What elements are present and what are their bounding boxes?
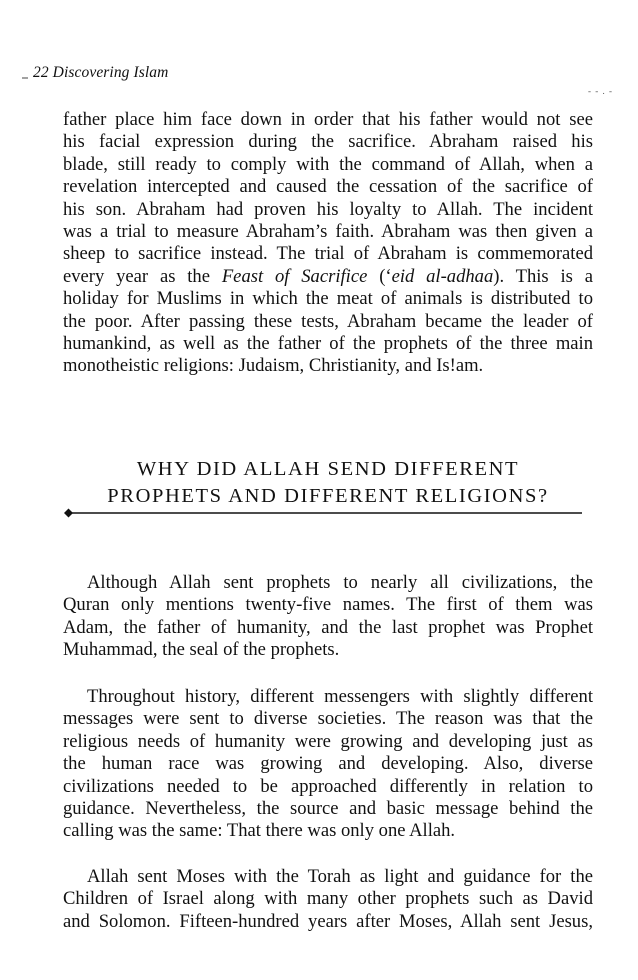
- text-line: was a trial to measure Abraham’s faith. Abraham was then given a: [63, 220, 593, 242]
- header-tick-mark: [22, 66, 28, 68]
- text-run: every year as the: [63, 265, 222, 287]
- text-line: holiday for Muslims in which the meat of animals is distributed to: [63, 288, 593, 310]
- text-line: monotheistic religions: Judaism, Christianity, and Is!am.: [63, 355, 484, 377]
- text-line: humankind, as well as the father of the prophets of the three main: [63, 332, 593, 354]
- text-line: Although Allah sent prophets to nearly all civilizations, the: [87, 572, 593, 593]
- corner-scan-mark: ‐ ‐ . ‐: [588, 86, 613, 96]
- text-line: sheep to sacrifice instead. The trial of Abraham is commemorated: [63, 243, 593, 265]
- heading-line: PROPHETS AND DIFFERENT RELIGIONS?: [107, 485, 549, 507]
- text-line: Quran only mentions twenty-five names. The first of them was: [63, 594, 593, 616]
- text-run: ). This is a: [493, 265, 593, 287]
- text-line-feast: [63, 266, 593, 288]
- heading-underline-rule: [64, 507, 582, 519]
- text-line: the poor. After passing these tests, Abraham became the leader of: [63, 310, 593, 332]
- text-line: father place him face down in order that his father would not see: [63, 109, 593, 130]
- text-line: his facial expression during the sacrifice. Abraham raised his: [63, 131, 593, 153]
- text-line: blade, still ready to comply with the command of Allah, when a: [63, 153, 593, 175]
- text-line: guidance. Nevertheless, the source and basic message behind the: [63, 797, 593, 819]
- text-line: and Solomon. Fifteen-hundred years after Moses, Allah sent Jesus,: [63, 910, 593, 932]
- text-line: his son. Abraham had proven his loyalty to Allah. The incident: [63, 198, 593, 220]
- text-line: Throughout history, different messengers with slightly different: [87, 686, 593, 707]
- section-heading: [63, 456, 593, 510]
- arabic-term-italic: eid al-adhaa: [391, 265, 494, 287]
- feast-title-italic: Feast of Sacrifice: [221, 265, 368, 287]
- paragraph-moses: [63, 866, 593, 933]
- text-line: messages were sent to diverse societies. The reason was that the: [63, 708, 593, 730]
- text-line: Adam, the father of humanity, and the last prophet was Prophet: [63, 616, 593, 638]
- text-line: Children of Israel along with many other prophets such as David: [63, 888, 593, 910]
- text-line: religious needs of humanity were growing and developing just as: [63, 730, 593, 752]
- text-line: revelation intercepted and caused the cessation of the sacrifice of: [63, 176, 593, 198]
- paragraph-messengers: [63, 686, 593, 843]
- text-line: calling was the same: That there was only one Allah.: [63, 820, 456, 842]
- text-line: Allah sent Moses with the Torah as light and guidance for the: [87, 866, 593, 887]
- text-line: the human race was growing and developing. Also, diverse: [63, 753, 593, 775]
- running-head: 22 Discovering Islam: [33, 64, 169, 81]
- diamond-ornament-icon: [64, 509, 73, 518]
- text-line: civilizations needed to be approached differently in relation to: [63, 775, 593, 797]
- heading-line: WHY DID ALLAH SEND DIFFERENT: [136, 458, 520, 480]
- paragraph-prophets: [63, 572, 593, 662]
- paragraph-abraham-sacrifice: [63, 109, 593, 378]
- text-run: (‘: [367, 265, 392, 287]
- text-line: Muhammad, the seal of the prophets.: [63, 639, 340, 661]
